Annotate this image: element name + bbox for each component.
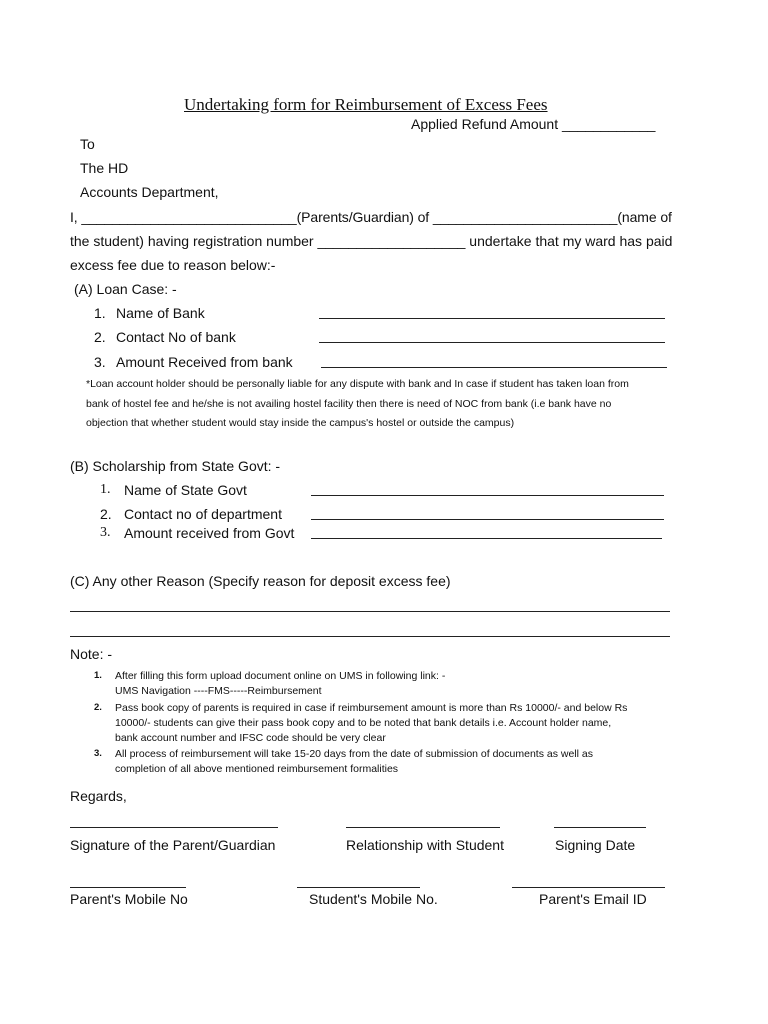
signing-date-label: Signing Date (555, 837, 636, 853)
loan-item-label: Name of Bank (116, 305, 205, 321)
other-reason-blank[interactable] (70, 611, 670, 612)
regards-text: Regards, (70, 788, 127, 804)
loan-note-line: *Loan account holder should be personally liable for any dispute with bank and In case if student has taken loan from (86, 378, 629, 390)
address-dept: Accounts Department, (80, 184, 219, 200)
relationship-blank[interactable] (346, 827, 500, 828)
loan-item-num: 3. (94, 354, 106, 370)
loan-item-blank[interactable] (319, 318, 665, 319)
loan-note-line: bank of hostel fee and he/she is not availing hostel facility then there is need of NOC from bank (i.e bank have no (86, 398, 612, 410)
loan-item-num: 2. (94, 329, 106, 345)
loan-item-blank[interactable] (319, 342, 665, 343)
note-item-num: 2. (94, 702, 102, 713)
address-to: To (80, 136, 95, 152)
note-item-line: All process of reimbursement will take 15-20 days from the date of submission of documents as well as (115, 748, 593, 760)
parent-email-label: Parent's Email ID (539, 891, 647, 907)
note-item-line: Pass book copy of parents is required in case if reimbursement amount is more than Rs 10000/- and below Rs (115, 702, 628, 714)
scholarship-item-label: Amount received from Govt (124, 525, 295, 541)
address-hd: The HD (80, 160, 129, 176)
loan-item-label: Contact No of bank (116, 329, 236, 345)
scholarship-item-blank[interactable] (311, 538, 662, 539)
parent-mobile-label: Parent's Mobile No (70, 891, 188, 907)
note-item-line: completion of all above mentioned reimbursement formalities (115, 763, 399, 775)
note-item-line: UMS Navigation ----FMS-----Reimbursement (115, 685, 322, 697)
scholarship-item-label: Contact no of department (124, 506, 282, 522)
loan-item-num: 1. (94, 305, 106, 321)
loan-heading: (A) Loan Case: - (74, 281, 177, 297)
scholarship-item-blank[interactable] (311, 495, 664, 496)
other-reason-heading: (C) Any other Reason (Specify reason for deposit excess fee) (70, 573, 451, 589)
intro-line-2: the student) having registration number ___________________ undertake that my ward has paid (70, 233, 673, 249)
note-item-num: 3. (94, 748, 102, 759)
scholarship-item-num: 2. (100, 506, 112, 522)
note-item-line: 10000/- students can give their pass book copy and to be noted that bank details i.e. Account holder name, (115, 717, 612, 729)
note-item-line: After filling this form upload document online on UMS in following link: - (115, 670, 446, 682)
applied-refund-amount: Applied Refund Amount ____________ (411, 116, 656, 132)
parent-signature-blank[interactable] (70, 827, 278, 828)
loan-note-line: objection that whether student would stay inside the campus's hostel or outside the campus) (86, 417, 515, 429)
parent-mobile-blank[interactable] (70, 887, 186, 888)
signing-date-blank[interactable] (554, 827, 646, 828)
parent-signature-label: Signature of the Parent/Guardian (70, 837, 276, 853)
intro-line-1: I, ____________________________(Parents/Guardian) of ________________________(name of (70, 209, 672, 225)
loan-item-label: Amount Received from bank (116, 354, 293, 370)
parent-email-blank[interactable] (512, 887, 665, 888)
intro-line-3: excess fee due to reason below:- (70, 257, 276, 273)
scholarship-item-label: Name of State Govt (124, 482, 247, 498)
form-title: Undertaking form for Reimbursement of Excess Fees (184, 95, 548, 114)
student-mobile-blank[interactable] (297, 887, 420, 888)
scholarship-heading: (B) Scholarship from State Govt: - (70, 458, 281, 474)
scholarship-item-num: 3. (100, 525, 111, 540)
other-reason-blank[interactable] (70, 636, 670, 637)
note-item-num: 1. (94, 670, 102, 681)
loan-item-blank[interactable] (321, 367, 667, 368)
relationship-label: Relationship with Student (346, 837, 504, 853)
note-heading: Note: - (70, 646, 113, 662)
note-item-line: bank account number and IFSC code should be very clear (115, 732, 386, 744)
student-mobile-label: Student's Mobile No. (309, 891, 438, 907)
scholarship-item-blank[interactable] (311, 519, 664, 520)
scholarship-item-num: 1. (100, 482, 111, 497)
